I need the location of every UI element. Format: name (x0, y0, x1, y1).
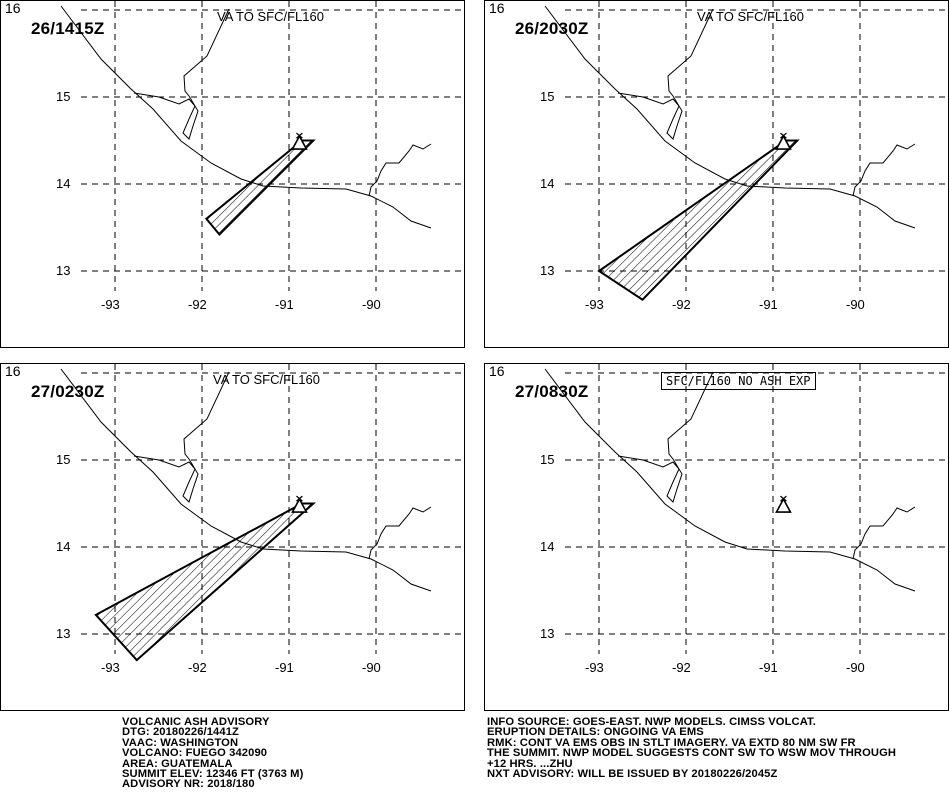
panel-time: 27/0230Z (31, 382, 105, 401)
lon-tick-91: -91 (275, 660, 294, 675)
lon-tick-91: -91 (275, 297, 294, 312)
lon-tick-91: -91 (759, 297, 778, 312)
lat-tick-16: 16 (5, 0, 21, 16)
border-line (618, 372, 713, 502)
border-line (134, 372, 229, 502)
lon-tick-93: -93 (101, 660, 120, 675)
lat-tick-13: 13 (540, 263, 555, 278)
panel-label: VA TO SFC/FL160 (213, 372, 320, 387)
info-source: INFO SOURCE: GOES-EAST. NWP MODELS. CIMSS VOLCAT. (487, 716, 816, 728)
panel-time: 26/1415Z (31, 19, 105, 38)
lat-tick-13: 13 (540, 626, 555, 641)
lat-tick-14: 14 (56, 539, 71, 554)
border-line (134, 9, 229, 139)
lat-tick-14: 14 (540, 176, 555, 191)
map-canvas (485, 364, 949, 711)
lon-tick-90: -90 (362, 660, 381, 675)
forecast-panel-2 (484, 0, 949, 348)
panel-time: 26/2030Z (515, 19, 589, 38)
border-line (369, 144, 431, 196)
remarks-line-2: THE SUMMIT. NWP MODEL SUGGESTS CONT SW TO WSW MOV THROUGH (487, 747, 897, 760)
ash-cloud-polygon (96, 504, 313, 661)
advisory-area: AREA: GUATEMALA (122, 757, 233, 770)
border-line (853, 144, 915, 196)
advisory-title: VOLCANIC ASH ADVISORY (122, 716, 270, 728)
border-line (853, 507, 915, 559)
lon-tick-92: -92 (188, 660, 207, 675)
advisory-volcano: VOLCANO: FUEGO 342090 (122, 747, 268, 760)
panel-label: VA TO SFC/FL160 (697, 9, 804, 24)
lat-tick-13: 13 (56, 626, 71, 641)
panel-time: 27/0830Z (515, 382, 589, 401)
border-line (618, 9, 713, 139)
lon-tick-92: -92 (188, 297, 207, 312)
lon-tick-93: -93 (101, 297, 120, 312)
lon-tick-91: -91 (759, 660, 778, 675)
forecast-panel-4 (484, 363, 949, 711)
map-canvas (1, 364, 465, 711)
advisory-header-block (122, 717, 303, 790)
volcano-icon (776, 496, 790, 512)
forecast-panel-1 (0, 0, 465, 348)
lon-tick-93: -93 (585, 297, 604, 312)
panel-label: VA TO SFC/FL160 (217, 9, 324, 24)
lon-tick-93: -93 (585, 660, 604, 675)
eruption-details: ERUPTION DETAILS: ONGOING VA EMS (487, 726, 704, 739)
advisory-vaac: VAAC: WASHINGTON (122, 736, 239, 749)
advisory-dtg: DTG: 20180226/1441Z (122, 726, 239, 739)
lat-tick-15: 15 (56, 89, 71, 104)
lon-tick-90: -90 (362, 297, 381, 312)
lat-tick-13: 13 (56, 263, 71, 278)
advisory-summit-elev: SUMMIT ELEV: 12346 FT (3763 M) (122, 768, 304, 781)
forecast-panel-3 (0, 363, 465, 711)
lat-tick-15: 15 (56, 452, 71, 467)
lon-tick-90: -90 (846, 660, 865, 675)
no-ash-label: SFC/FL160 NO ASH EXP (661, 372, 816, 390)
border-line (369, 507, 431, 559)
remarks-line-3: +12 HRS. ...ZHU (487, 757, 573, 770)
map-canvas (485, 1, 949, 348)
lat-tick-14: 14 (540, 539, 555, 554)
remarks-line-1: RMK: CONT VA EMS OBS IN STLT IMAGERY. VA EXTD 80 NM SW FR (487, 736, 856, 749)
lat-tick-15: 15 (540, 452, 555, 467)
lon-tick-90: -90 (846, 297, 865, 312)
next-advisory: NXT ADVISORY: WILL BE ISSUED BY 20180226/2045Z (487, 768, 778, 781)
lat-tick-16: 16 (489, 0, 505, 16)
advisory-details-block (487, 717, 896, 779)
lon-tick-92: -92 (672, 297, 691, 312)
advisory-number: ADVISORY NR: 2018/180 (122, 778, 255, 791)
lat-tick-15: 15 (540, 89, 555, 104)
lat-tick-14: 14 (56, 176, 71, 191)
map-canvas (1, 1, 465, 348)
lat-tick-16: 16 (5, 363, 21, 379)
lon-tick-92: -92 (672, 660, 691, 675)
lat-tick-16: 16 (489, 363, 505, 379)
